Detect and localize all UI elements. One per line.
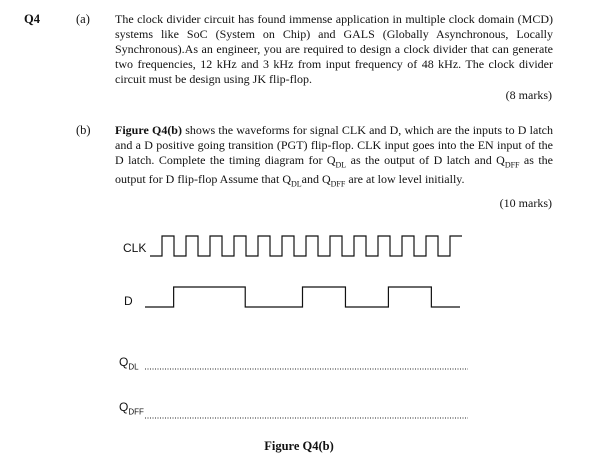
question-number: Q4 — [24, 12, 40, 26]
figure-reference: Figure Q4(b) — [115, 123, 182, 137]
qdff-label: $Q_{DFF}$ — [119, 400, 144, 417]
d-waveform — [145, 287, 460, 307]
qdl-label: $Q_{DL}$ — [119, 355, 139, 372]
clk-label: CLK — [123, 241, 147, 255]
clk-wave-path — [150, 236, 462, 256]
d-wave-path — [145, 287, 460, 307]
part-a-label: (a) — [76, 12, 90, 26]
d-label: D — [124, 294, 133, 308]
clk-waveform — [150, 236, 462, 256]
part-b-label: (b) — [76, 123, 91, 137]
part-a-text: The clock divider circuit has found immense application in multiple clock domain (MCD) systems like SoC (System on Chip) and GALS (Globally Asynchronous, Locally Synchronous).As an engineer, you are required to design a clock divider that can generate two frequencies, 12 kHz and 3 kHz from input frequency of 48 kHz. The clock divider circuit must be design using JK flip-flop. — [115, 12, 553, 86]
figure-caption: Figure Q4(b) — [264, 439, 334, 453]
part-b-marks: (10 marks) — [499, 196, 552, 210]
part-b-text: Figure Q4(b) shows the waveforms for signal CLK and D, which are the inputs to D latch and a D positive going transition (PGT) flip-flop. CLK input goes into the EN input of the D latch. Complete the timing diagram for $Q_{DL}$ as the output of D latch and $Q_{DFF}$ as the output for D flip-flop Assume that $Q_{DL}and$ $Q_{DFF}$ are at low level initially. — [115, 123, 554, 189]
part-a-marks: (8 marks) — [505, 88, 552, 102]
